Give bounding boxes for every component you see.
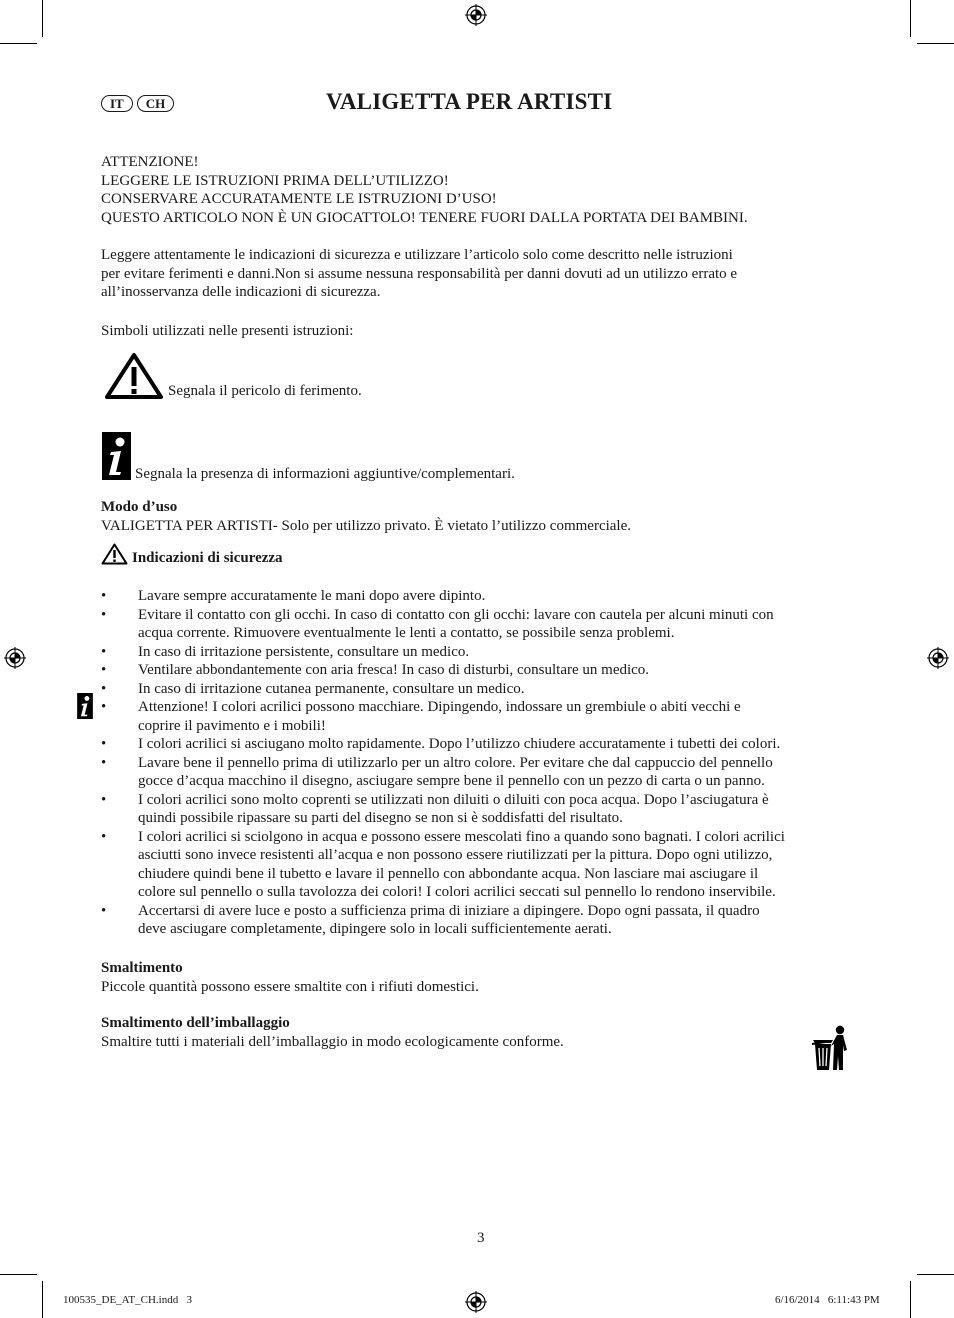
list-item-line: asciutti sono invece resistenti all’acqua e non possono essere riutilizzati per la pittura. Dopo ogni utilizzo, <box>138 847 773 863</box>
symbol-info-text: Segnala la presenza di informazioni aggiuntive/complementari. <box>135 466 515 482</box>
packaging-section <box>101 1014 564 1051</box>
disposal-text: Piccole quantità possono essere smaltite con i rifiuti domestici. <box>101 978 479 995</box>
list-item <box>101 587 881 606</box>
registration-mark-icon <box>927 647 949 669</box>
crop-mark <box>910 1281 911 1318</box>
list-item-line: gocce d’acqua macchino il disegno, asciugare sempre bene il pennello con un pezzo di carta o un panno. <box>138 773 765 789</box>
list-item <box>101 661 881 680</box>
list-item-line: • Attenzione! I colori acrilici possono macchiare. Dipingendo, indossare un grembiule o abiti vecchi e <box>138 699 741 715</box>
intro-line: per evitare ferimenti e danni.Non si assume nessuna responsabilità per danni dovuti ad un utilizzo errato e <box>101 265 738 282</box>
intro-paragraph <box>101 246 737 302</box>
language-badges <box>101 95 178 113</box>
list-item <box>101 698 881 735</box>
footer-file: 100535_DE_AT_CH.indd 3 <box>63 1294 192 1306</box>
language-badge-it: IT <box>101 95 133 112</box>
list-item-line: • I colori acrilici si asciugano molto rapidamente. Dopo l’utilizzo chiudere accuratamente i tubetti dei colori. <box>138 736 781 752</box>
list-item-line: deve asciugare completamente, dipingere solo in locali sufficientemente aerati. <box>138 921 612 937</box>
safety-heading: Indicazioni di sicurezza <box>132 550 283 566</box>
warning-triangle-icon <box>104 352 164 400</box>
crop-mark <box>42 1281 43 1318</box>
info-icon <box>102 432 131 480</box>
list-item-line: • Ventilare abbondantemente con aria fresca! In caso di disturbi, consultare un medico. <box>138 662 650 678</box>
trash-bin-icon <box>810 1024 850 1072</box>
registration-mark-icon <box>4 647 26 669</box>
crop-mark <box>917 43 954 44</box>
safety-list <box>101 587 881 939</box>
list-item <box>101 828 881 902</box>
registration-mark-icon <box>465 4 487 26</box>
list-item-line: chiudere quindi bene il tubetto e lavare il pennello con abbondante acqua. Non lasciare mai asciugare il <box>138 865 759 882</box>
list-item-line: • In caso di irritazione persistente, consultare un medico. <box>138 643 470 660</box>
list-item <box>101 754 881 791</box>
list-item <box>101 902 881 939</box>
list-item-line: • I colori acrilici sono molto coprenti se utilizzati non diluiti o diluiti con poca acqua. Dopo l’asciugatura è <box>138 791 769 808</box>
usage-section <box>101 498 631 535</box>
list-item-line: • Evitare il contatto con gli occhi. In caso di contatto con gli occhi: lavare con cautela per alcuni minuti con <box>138 606 774 623</box>
crop-mark <box>0 43 37 44</box>
crop-mark <box>0 1274 37 1275</box>
list-item-line: • In caso di irritazione cutanea permanente, consultare un medico. <box>138 680 525 697</box>
registration-mark-icon <box>465 1291 487 1313</box>
usage-text: VALIGETTA PER ARTISTI- Solo per utilizzo privato. È vietato l’utilizzo commerciale. <box>101 517 632 534</box>
list-item-line: colore sul pennello o sulla tavolozza dei colori! I colori acrilici seccati sul pennello lo rendono inservibile. <box>138 884 776 900</box>
list-item-line: • Lavare sempre accuratamente le mani dopo avere dipinto. <box>138 588 486 604</box>
info-icon <box>77 693 93 719</box>
list-item-line: • Accertarsi di avere luce e posto a sufficienza prima di iniziare a dipingere. Dopo ogni passata, il quadro <box>138 902 760 919</box>
warning-line: QUESTO ARTICOLO NON È UN GIOCATTOLO! TENERE FUORI DALLA PORTATA DEI BAMBINI. <box>101 209 748 226</box>
warning-line: LEGGERE LE ISTRUZIONI PRIMA DELL’UTILIZZO! <box>101 172 449 189</box>
crop-mark <box>917 1274 954 1275</box>
warning-block <box>101 153 748 227</box>
footer-timestamp: 6/16/2014 6:11:43 PM <box>775 1294 880 1306</box>
page-title: VALIGETTA PER ARTISTI <box>326 89 613 114</box>
intro-line: Leggere attentamente le indicazioni di sicurezza e utilizzare l’articolo solo come descritto nelle istruzioni <box>101 247 733 263</box>
list-item <box>101 606 881 643</box>
symbol-warning-text: Segnala il pericolo di ferimento. <box>168 383 362 399</box>
page-number: 3 <box>477 1230 485 1246</box>
language-badge-ch: CH <box>137 95 175 112</box>
crop-mark <box>42 0 43 37</box>
disposal-section <box>101 959 479 996</box>
list-item-line: coprire il pavimento e i mobili! <box>138 717 326 734</box>
list-item-line: • Lavare bene il pennello prima di utilizzarlo per un altro colore. Per evitare che dal cappuccio del pennello <box>138 754 773 771</box>
crop-mark <box>910 0 911 37</box>
list-item <box>101 680 881 699</box>
usage-heading: Modo d’uso <box>101 499 178 515</box>
packaging-heading: Smaltimento dell’imballaggio <box>101 1015 290 1031</box>
list-item-line: quindi possibile ripassare su parti del disegno se non si è soddisfatti del risultato. <box>138 810 623 826</box>
packaging-text: Smaltire tutti i materiali dell’imballaggio in modo ecologicamente conforme. <box>101 1033 564 1050</box>
list-item-line: acqua corrente. Rimuovere eventualmente le lenti a contatto, se possibile senza problemi. <box>138 625 675 641</box>
list-item <box>101 735 881 754</box>
list-item <box>101 791 881 828</box>
list-item <box>101 643 881 662</box>
list-item-line: • I colori acrilici si sciolgono in acqua e possono essere mescolati fino a quando sono bagnati. I colori acrilici <box>138 828 785 845</box>
symbols-heading: Simboli utilizzati nelle presenti istruzioni: <box>101 323 354 339</box>
warning-line: CONSERVARE ACCURATAMENTE LE ISTRUZIONI D’USO! <box>101 191 497 207</box>
warning-line: ATTENZIONE! <box>101 154 199 170</box>
warning-triangle-icon <box>101 543 128 565</box>
intro-line: all’inosservanza delle indicazioni di sicurezza. <box>101 284 381 300</box>
disposal-heading: Smaltimento <box>101 960 183 976</box>
